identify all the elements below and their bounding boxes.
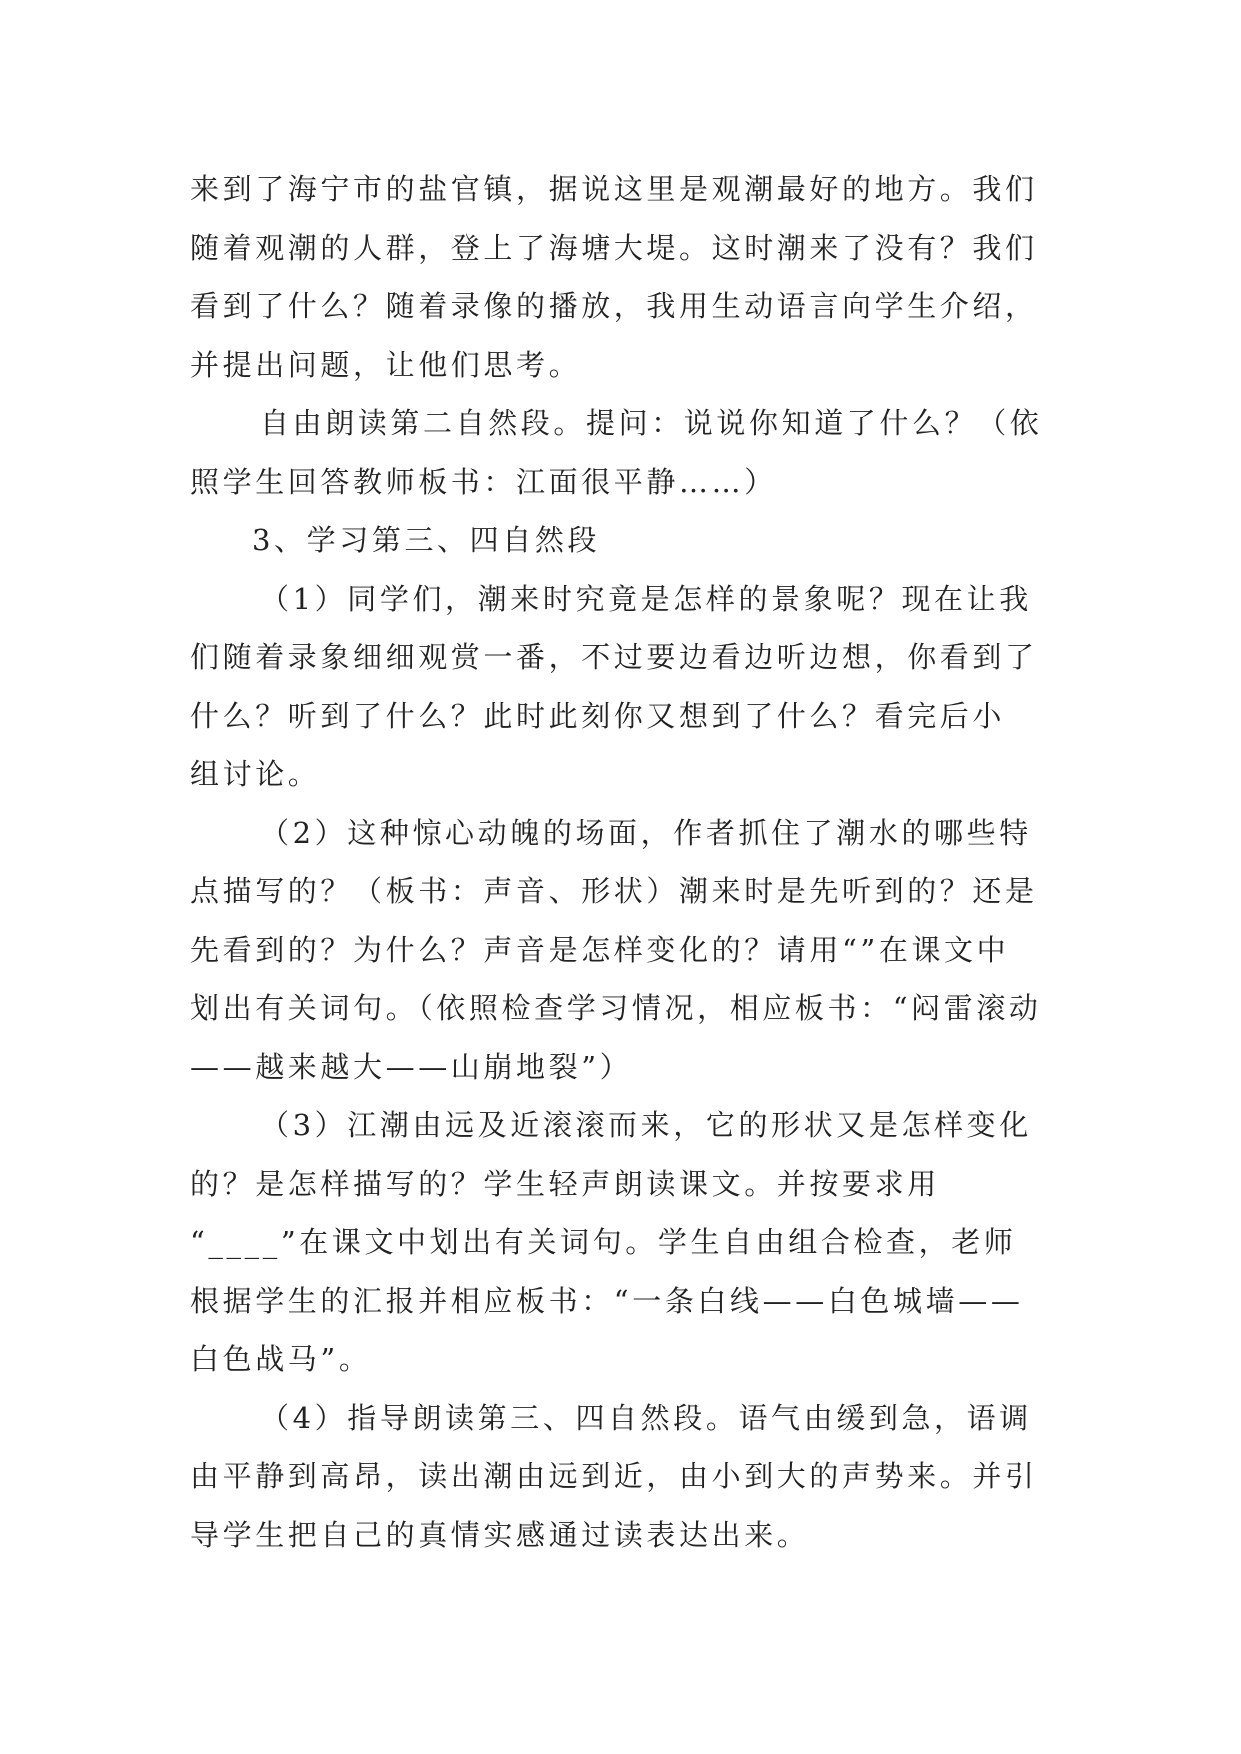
text-line: 先看到的？为什么？声音是怎样变化的？请用“”在课文中 (190, 932, 1010, 967)
document-body (190, 160, 1070, 1564)
text-line: 什么？听到了什么？此时此刻你又想到了什么？看完后小 (190, 698, 1006, 733)
paragraph-start-line: （2）这种惊心动魄的场面，作者抓住了潮水的哪些特 (260, 815, 1032, 850)
text-line: “____”在课文中划出有关词句。学生自由组合检查，老师 (190, 1225, 1017, 1259)
text-line: 根据学生的汇报并相应板书：“一条白线——白色城墙—— (190, 1283, 1024, 1318)
text-line: 点描写的？（板书：声音、形状）潮来时是先听到的？还是 (190, 874, 1038, 908)
text-line: 的？是怎样描写的？学生轻声朗读课文。并按要求用 (190, 1166, 940, 1201)
text-line: 组讨论。 (190, 757, 321, 791)
text-line: 们随着录象细细观赏一番，不过要边看边听边想，你看到了 (190, 640, 1038, 674)
text-line: 导学生把自己的真情实感通过读表达出来。 (190, 1517, 810, 1552)
text-line: 由平静到高昂，读出潮由远到近，由小到大的声势来。并引 (190, 1459, 1038, 1493)
paragraph-start-line: 自由朗读第二自然段。提问：说说你知道了什么？（依 (260, 406, 1043, 440)
text-line: 并提出问题，让他们思考。 (190, 347, 582, 382)
section-heading: 3、学习第三、四自然段 (252, 523, 601, 557)
paragraph-start-line: （1）同学们，潮来时究竟是怎样的景象呢？现在让我 (260, 581, 1032, 616)
paragraph-start-line: （3）江潮由远及近滚滚而来，它的形状又是怎样变化 (260, 1108, 1032, 1142)
text-line: 随着观潮的人群，登上了海塘大堤。这时潮来了没有？我们 (190, 230, 1038, 265)
text-line: ——越来越大——山崩地裂”） (190, 1049, 633, 1084)
paragraph-start-line: （4）指导朗读第三、四自然段。语气由缓到急，语调 (260, 1400, 1032, 1435)
text-line: 看到了什么？随着录像的播放，我用生动语言向学生介绍， (190, 289, 1038, 323)
text-line: 白色战马”。 (190, 1342, 372, 1376)
text-line: 划出有关词句。（依照检查学习情况，相应板书：“闷雷滚动 (190, 991, 1042, 1025)
text-line: 照学生回答教师板书：江面很平静……） (190, 464, 777, 499)
text-line: 来到了海宁市的盐官镇，据说这里是观潮最好的地方。我们 (190, 172, 1038, 206)
